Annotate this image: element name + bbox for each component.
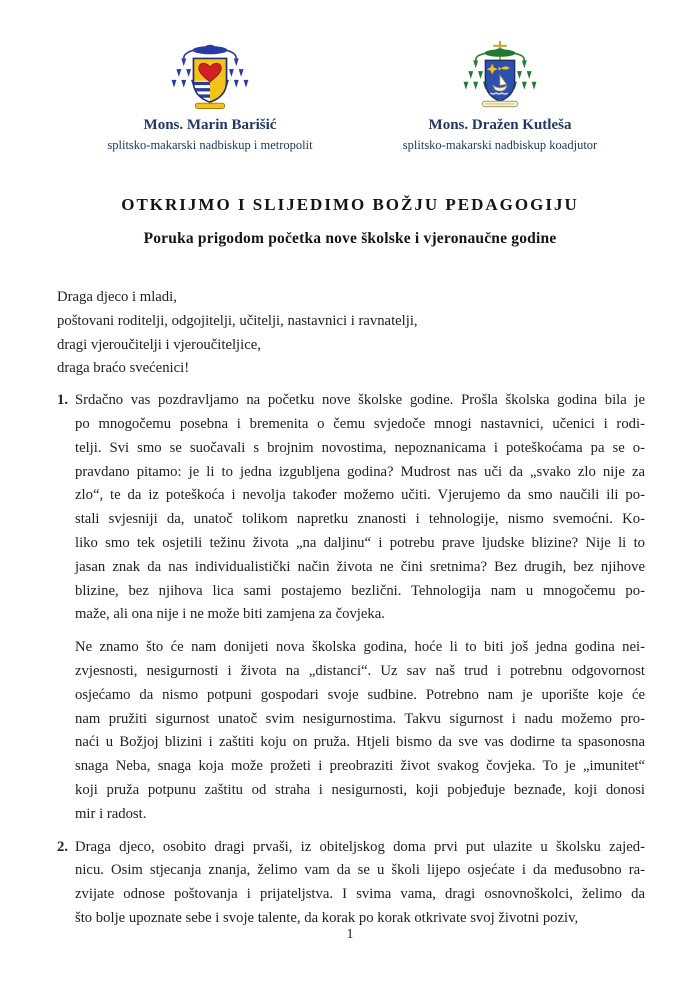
text-line: maže, ali ona nije i ne može biti zamjena za čovjeka. <box>75 606 385 623</box>
paragraph <box>57 836 645 931</box>
prelate-name: Mons. Marin Barišić <box>143 117 277 133</box>
body-paragraphs <box>57 389 645 931</box>
paragraph-number: 1. <box>57 392 69 409</box>
text-line: Ne znamo što će nam donijeti nova školska godina, hoće li to biti još jedna godina nei- <box>75 639 645 656</box>
letterhead <box>0 0 700 153</box>
text-line: zvjesnosti, nesigurnosti i života na „distanci“. Uz sav naš trud i potrebnu odgovornost <box>75 662 645 679</box>
prelate-role: splitsko-makarski nadbiskup i metropolit <box>107 138 313 152</box>
text-line: telji. Svi smo se suočavali s brojnim novostima, nepoznanicama i poteškoćama pa se o- <box>75 439 645 456</box>
text-line: snaga Neba, snaga koja može prožeti i preobraziti život svakog čovjeka. To je „imunitet“ <box>75 758 645 775</box>
text-line: stali svjesniji da, unatoč tolikom napretku znanosti i tehnologije, nismo svemoćni. Ko- <box>75 511 645 528</box>
text-line: zlo“, te da iz poteškoća i nevolja također možemo učiti. Vjerujemo da smo naučili ili po- <box>75 487 645 504</box>
paragraph <box>57 389 645 627</box>
paragraph-number <box>57 636 75 826</box>
prelate-right <box>360 38 640 153</box>
page-number: 1 <box>346 926 354 941</box>
text-line: jasan znak da nas individualistički način života ne čini sretnima? Bez drugih, bez njihove <box>75 558 645 575</box>
text-line: što bolje upoznate sebe i svoje talente, da korak po korak otkrivate svoj životni poziv, <box>75 909 579 926</box>
text-line: nicu. Osim stjecanja znanja, želimo vam da se u školi lijepo osjećate i da međusobno ra- <box>75 862 645 879</box>
document-subtitle: Poruka prigodom početka nove školske i vjeronaučne godine <box>143 230 557 247</box>
text-line: koji pruža potpunu zaštitu od straha i nesigurnosti, koji pobjeđuje beznađe, koji donosi <box>75 781 645 798</box>
text-line: po mnogočemu posebna i bremenita o čemu svjedoče mnogi nastavnici, učenici i rodi- <box>75 415 645 432</box>
salutation-line: Draga djeco i mladi, <box>57 289 177 305</box>
text-line: naći u Božjoj blizini i zaštiti koju on pruža. Htjeli bismo da sve vas dodirne ta spasonosna <box>75 734 645 751</box>
text-line: zvijate odnose poštovanja i prijateljstva. I svima vama, dragi osnovnoškolci, želimo da <box>75 886 645 903</box>
prelate-name: Mons. Dražen Kutleša <box>428 117 572 133</box>
document-title: OTKRIJMO I SLIJEDIMO BOŽJU PEDAGOGIJU <box>121 195 579 214</box>
coat-of-arms-kutlesa-icon <box>452 38 548 110</box>
text-line: blizine, bez njihova lica sami postajemo bezlični. Tehnologija nam u mnogočemu po- <box>75 582 645 599</box>
salutation-line: draga braćo svećenici! <box>57 360 190 377</box>
text-line: mir i radost. <box>75 805 147 822</box>
document-body <box>57 286 645 931</box>
text-line: Srdačno vas pozdravljamo na početku nove školske godine. Prošla školska godina bila je <box>75 392 645 409</box>
prelate-left <box>70 38 350 153</box>
text-line: nam pružiti sigurnost unatoč svim nesigurnostima. Takvu sigurnost i nadu možemo pro- <box>75 710 645 727</box>
text-line: osjećamo da nismo potpuni gospodari svoje sudbine. Potrebno nam je uporište koje će <box>75 686 645 703</box>
coat-of-arms-barisic-icon <box>162 38 258 110</box>
prelate-role: splitsko-makarski nadbiskup koadjutor <box>402 138 598 152</box>
text-line: liko smo tek osjetili težinu života „na daljinu“ i potrebu prave ljudske blizine? Nije li to <box>75 534 645 551</box>
text-line: Draga djeco, osobito dragi prvaši, iz obiteljskog doma prvi put ulazite u školsku zajed- <box>75 838 645 855</box>
paragraph <box>57 636 645 826</box>
salutation-line: dragi vjeroučitelji i vjeroučiteljice, <box>57 336 261 353</box>
salutation-line: poštovani roditelji, odgojitelji, učitelji, nastavnici i ravnatelji, <box>57 312 418 329</box>
salutation <box>57 286 645 381</box>
paragraph-number: 2. <box>57 838 69 855</box>
text-line: pravdano pitamo: je li to jedna izgubljena godina? Mudrost nas uči da „svako zlo nije za <box>75 463 645 480</box>
